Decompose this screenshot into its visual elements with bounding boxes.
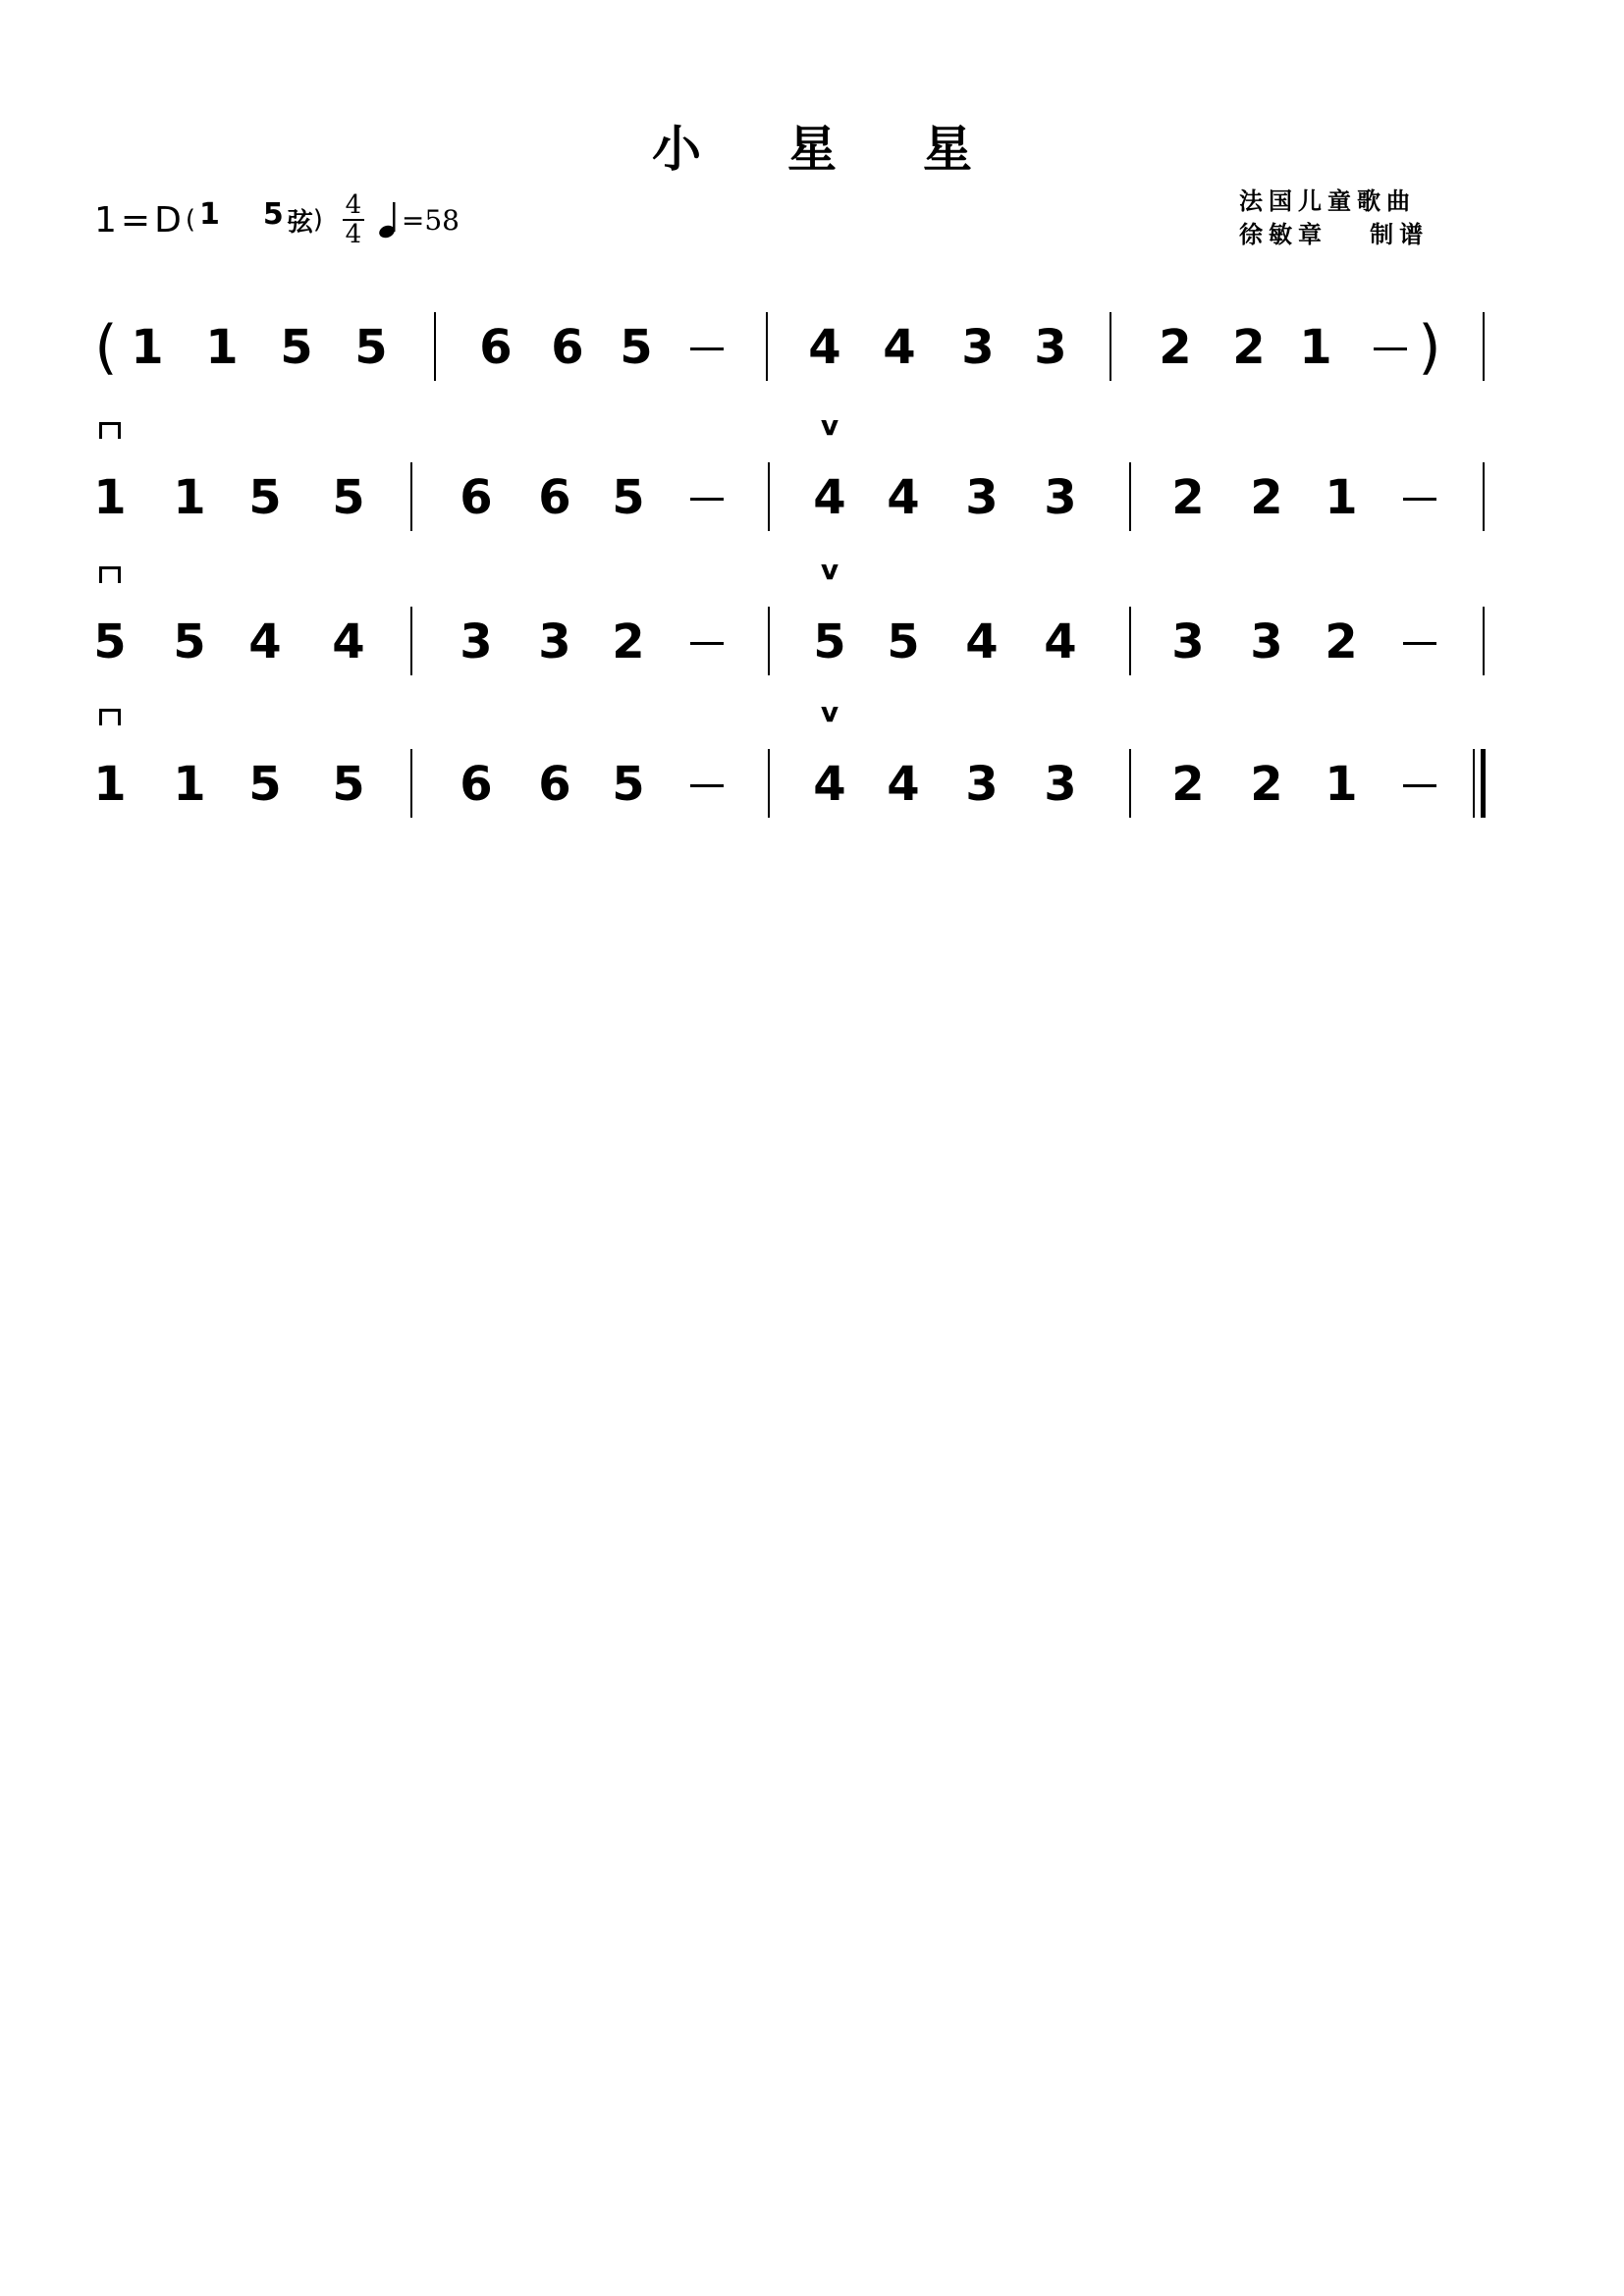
up-bow-icon: v [820, 409, 839, 442]
barline [1129, 749, 1131, 818]
note-5: 5 [813, 614, 846, 669]
note-4: 4 [965, 614, 999, 669]
final-barline [1481, 749, 1486, 818]
note-4: 4 [808, 320, 841, 375]
string-2: 5 [262, 196, 284, 232]
note-2: 2 [1232, 320, 1266, 375]
barline [1483, 462, 1485, 531]
title-char: 星 [787, 121, 837, 178]
note-3: 3 [961, 320, 995, 375]
intro-close-paren: ) [1418, 313, 1441, 382]
note-2: 2 [1171, 757, 1205, 812]
note-5: 5 [354, 320, 388, 375]
sustain-dash [1403, 784, 1436, 787]
note-4: 4 [332, 614, 365, 669]
string-1: 1 [198, 196, 220, 232]
barline [1473, 749, 1475, 818]
note-3: 3 [965, 470, 999, 525]
down-bow-icon [99, 709, 121, 725]
sustain-dash [1374, 347, 1407, 350]
barline [410, 462, 412, 531]
note-4: 4 [883, 320, 916, 375]
note-5: 5 [332, 470, 365, 525]
tempo-bpm: 58 [424, 203, 460, 237]
note-4: 4 [248, 614, 282, 669]
note-5: 5 [173, 614, 206, 669]
note-5: 5 [93, 614, 127, 669]
note-2: 2 [612, 614, 645, 669]
key-name: D [154, 199, 182, 240]
note-1: 1 [173, 470, 206, 525]
note-2: 2 [1159, 320, 1192, 375]
barline [768, 749, 770, 818]
title-char: 小 [652, 121, 701, 178]
note-4: 4 [1044, 614, 1077, 669]
composer-origin: 法国儿童歌曲 [1239, 187, 1416, 215]
barline [410, 749, 412, 818]
barline [1110, 312, 1111, 381]
down-bow-icon [99, 422, 121, 439]
sustain-dash [690, 642, 724, 645]
arranger: 徐敏章 制谱 [1239, 221, 1430, 248]
score [0, 0, 1624, 883]
sustain-dash [690, 498, 724, 501]
up-bow-icon: v [820, 696, 839, 728]
note-5: 5 [887, 614, 920, 669]
note-5: 5 [620, 320, 653, 375]
note-3: 3 [1044, 470, 1077, 525]
barline [766, 312, 768, 381]
note-3: 3 [1044, 757, 1077, 812]
note-5: 5 [612, 757, 645, 812]
note-5: 5 [332, 757, 365, 812]
title-char: 星 [923, 121, 972, 178]
note-5: 5 [612, 470, 645, 525]
sustain-dash [1403, 642, 1436, 645]
barline [1483, 312, 1485, 381]
note-3: 3 [1250, 614, 1283, 669]
note-4: 4 [813, 757, 846, 812]
note-5: 5 [248, 470, 282, 525]
time-sig-bottom: 4 [345, 220, 362, 249]
note-4: 4 [887, 757, 920, 812]
note-3: 3 [965, 757, 999, 812]
note-3: 3 [460, 614, 493, 669]
note-2: 2 [1325, 614, 1358, 669]
up-bow-icon: v [820, 554, 839, 586]
string-close-paren: ) [312, 205, 323, 235]
note-1: 1 [131, 320, 164, 375]
key-equals: = [120, 199, 151, 240]
barline [1129, 607, 1131, 675]
note-5: 5 [248, 757, 282, 812]
note-4: 4 [887, 470, 920, 525]
note-1: 1 [173, 757, 206, 812]
note-6: 6 [479, 320, 513, 375]
barline [410, 607, 412, 675]
tempo-equals: = [401, 203, 425, 237]
note-3: 3 [538, 614, 571, 669]
down-bow-icon [99, 566, 121, 583]
note-6: 6 [538, 757, 571, 812]
note-1: 1 [1299, 320, 1332, 375]
note-1: 1 [93, 470, 127, 525]
time-sig-top: 4 [345, 190, 362, 220]
barline [1129, 462, 1131, 531]
barline [434, 312, 436, 381]
note-1: 1 [205, 320, 239, 375]
intro-open-paren: ( [94, 313, 118, 382]
note-6: 6 [538, 470, 571, 525]
barline [768, 607, 770, 675]
barline [768, 462, 770, 531]
string-open-paren: ( [185, 205, 195, 235]
sustain-dash [690, 784, 724, 787]
note-5: 5 [280, 320, 313, 375]
note-2: 2 [1250, 470, 1283, 525]
note-4: 4 [813, 470, 846, 525]
note-3: 3 [1171, 614, 1205, 669]
note-1: 1 [1325, 470, 1358, 525]
note-6: 6 [551, 320, 584, 375]
note-6: 6 [460, 470, 493, 525]
note-1: 1 [1325, 757, 1358, 812]
note-2: 2 [1171, 470, 1205, 525]
string-label: 弦 [287, 207, 313, 238]
key-do: 1 [94, 199, 117, 240]
note-6: 6 [460, 757, 493, 812]
sustain-dash [690, 347, 724, 350]
note-2: 2 [1250, 757, 1283, 812]
note-1: 1 [93, 757, 127, 812]
note-3: 3 [1034, 320, 1067, 375]
barline [1483, 607, 1485, 675]
sustain-dash [1403, 498, 1436, 501]
